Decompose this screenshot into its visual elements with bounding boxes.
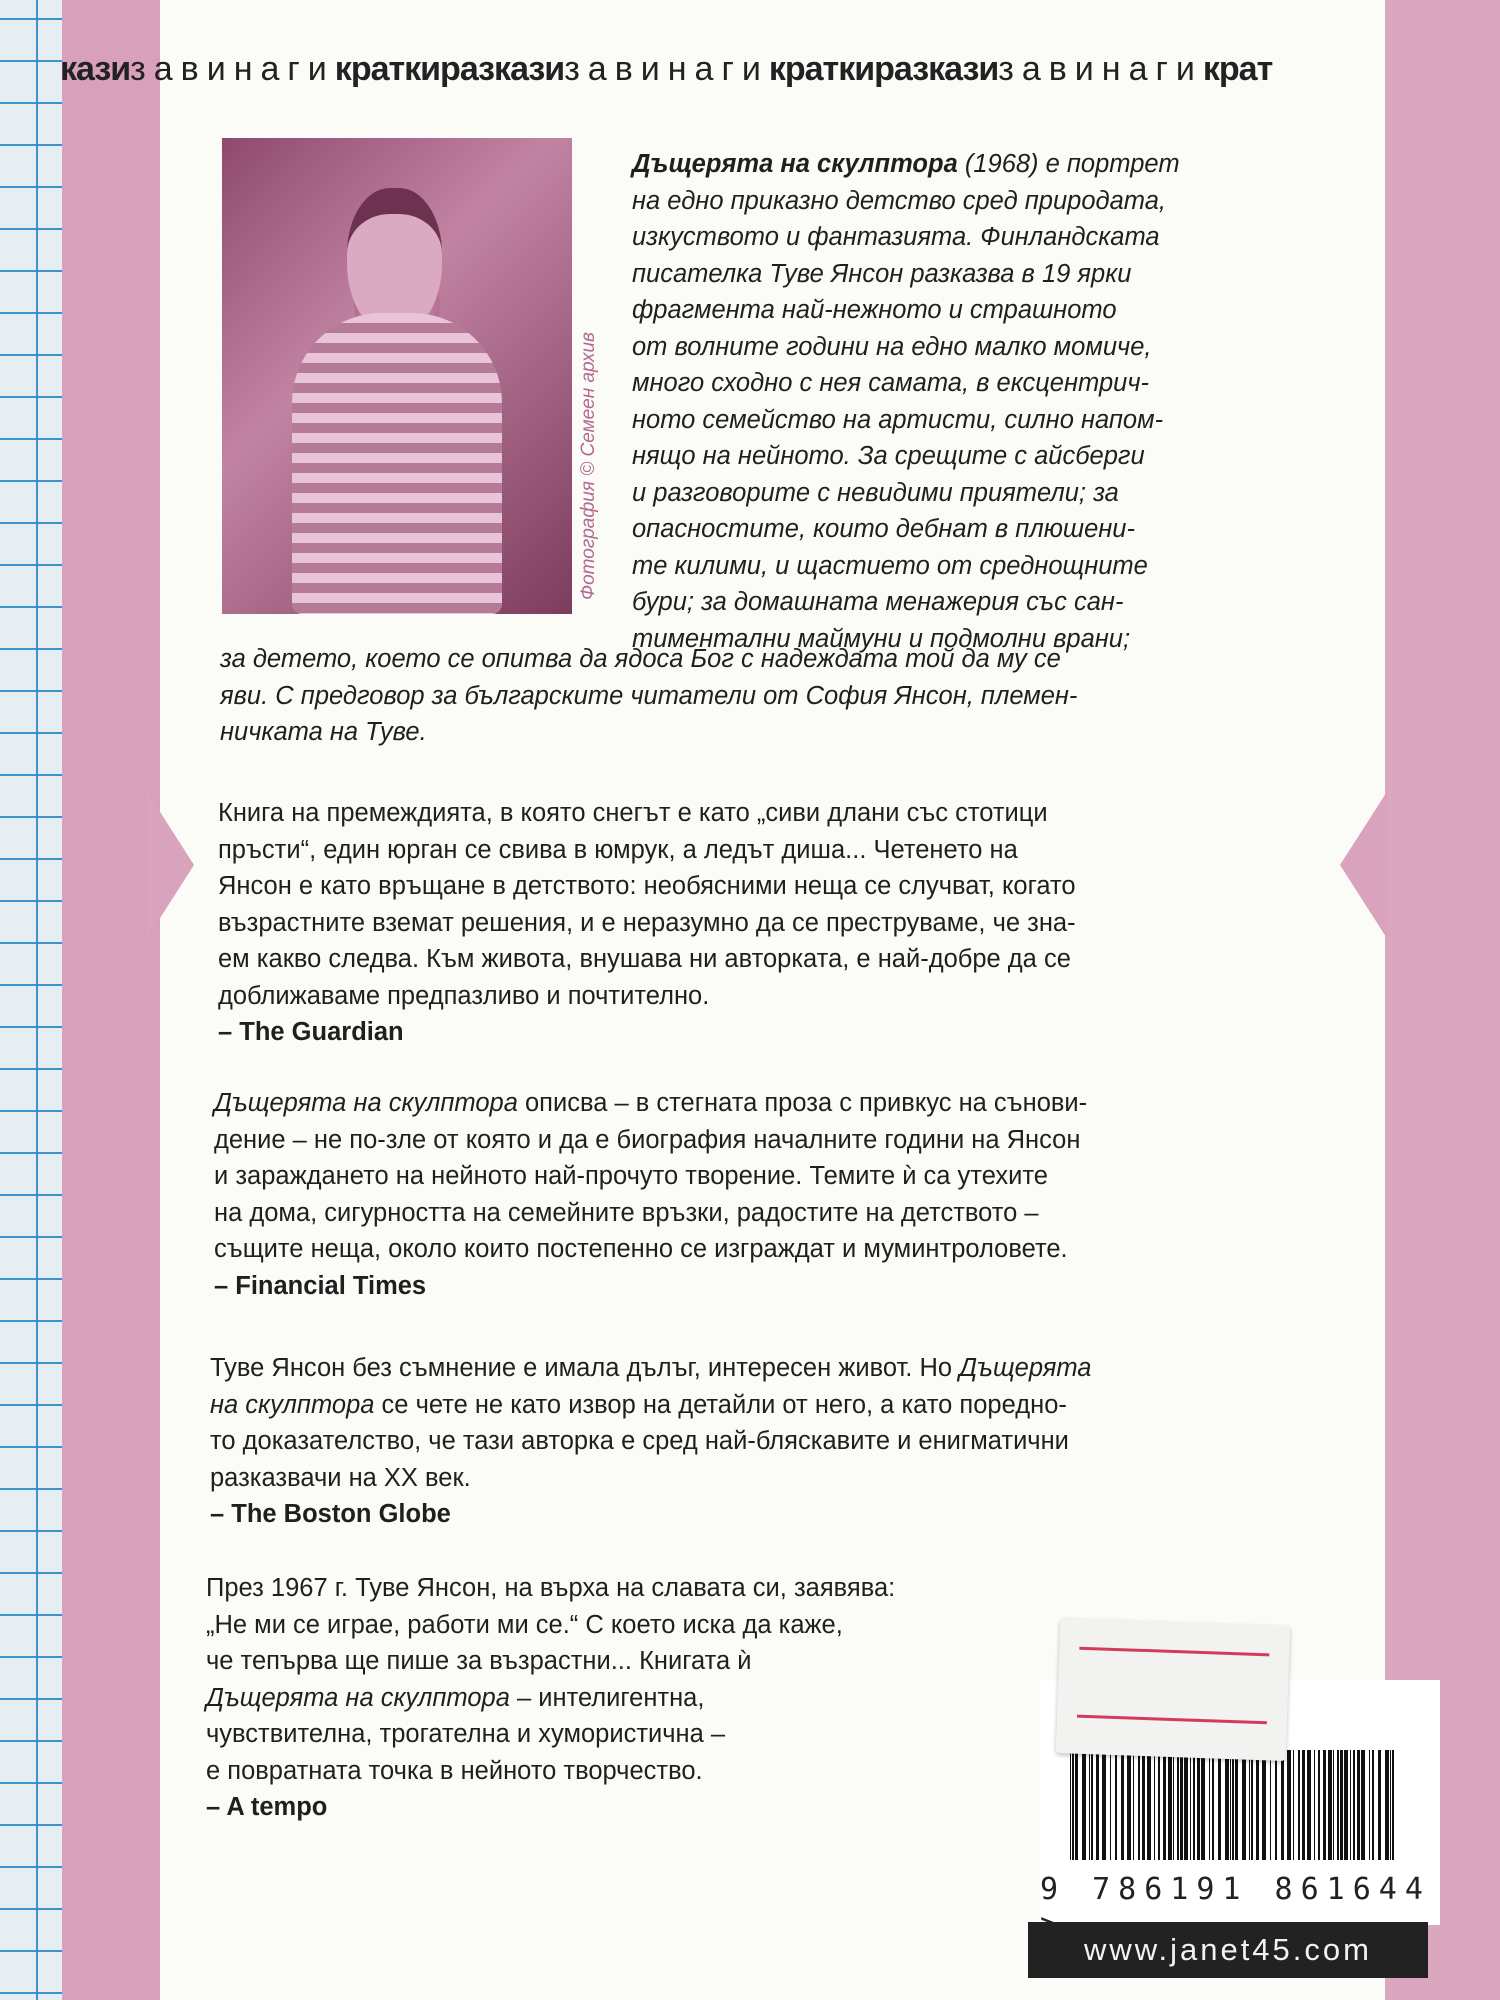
barcode-bar: [1110, 1750, 1111, 1860]
description-line: [632, 402, 1352, 439]
barcode-bar: [1307, 1750, 1311, 1860]
barcode-bar: [1287, 1750, 1291, 1860]
quote-line: [210, 1350, 1092, 1387]
description-text: ното семейство на артисти, силно напом-: [632, 405, 1164, 434]
barcode-bar: [1390, 1750, 1391, 1860]
barcode-bar: [1193, 1750, 1195, 1860]
barcode-bar: [1256, 1750, 1259, 1860]
publisher-website: www.janet45.com: [1028, 1922, 1428, 1978]
barcode-bar: [1212, 1750, 1214, 1860]
description-line: [632, 475, 1352, 512]
barcode-bar: [1158, 1750, 1160, 1860]
quote-text: се чете не като извор на детайли от него, а като поредно-: [374, 1390, 1067, 1419]
barcode-bar: [1293, 1750, 1294, 1860]
barcode-bar: [1173, 1750, 1174, 1860]
quote-line: [210, 1460, 1092, 1497]
description-line: [632, 511, 1352, 548]
barcode-bar: [1096, 1750, 1099, 1860]
quote-text: дение – не по-зле от която и да е биография началните години на Янсон: [214, 1125, 1081, 1154]
review-quote-a-tempo: [206, 1570, 895, 1826]
description-line: [632, 365, 1352, 402]
quote-text: чувствителна, трогателна и хумористична –: [206, 1720, 726, 1748]
barcode-bar: [1091, 1750, 1093, 1860]
quote-text: доближаваме предпазливо и почтително.: [218, 981, 710, 1010]
description-line: [632, 292, 1352, 329]
barcode-bar: [1154, 1750, 1155, 1860]
quote-line: [214, 1085, 1087, 1122]
panel-left-notch: [146, 790, 194, 940]
barcode-bar: [1197, 1750, 1200, 1860]
barcode-bar: [1302, 1750, 1305, 1860]
barcode-bar: [1318, 1750, 1320, 1860]
barcode-bar: [1230, 1750, 1231, 1860]
quote-line: [210, 1387, 1092, 1424]
quote-line: [206, 1753, 895, 1790]
quote-line: [218, 868, 1076, 905]
barcode-bar: [1353, 1750, 1355, 1860]
description-line: [632, 329, 1352, 366]
quote-text: През 1967 г. Туве Янсон, на върха на славата си, заявява:: [206, 1574, 896, 1602]
quote-line: [206, 1607, 895, 1644]
description-line: [632, 584, 1352, 621]
quote-text: – интелигентна,: [509, 1683, 705, 1712]
quote-line: [218, 905, 1076, 942]
barcode-bar: [1232, 1750, 1234, 1860]
panel-right-notch: [1340, 790, 1388, 940]
description-line: яви. С предговор за българските читатели от София Янсон, племен-: [220, 681, 1078, 710]
quote-line: [206, 1680, 895, 1717]
barcode-bar: [1298, 1750, 1300, 1860]
cover-left-margin: [62, 0, 162, 2000]
barcode-bar: [1333, 1750, 1334, 1860]
barcode-bar: [1147, 1750, 1151, 1860]
isbn-digits: 9 786191 861644: [1040, 1872, 1431, 1907]
quote-line: [218, 978, 1076, 1015]
quote-text: Книга на премеждията, в която снегът е като „сиви длани със стотици: [218, 799, 1048, 827]
barcode-bar: [1350, 1750, 1351, 1860]
description-line: [632, 438, 1352, 475]
barcode-bar: [1385, 1750, 1389, 1860]
barcode-bar: [1201, 1750, 1205, 1860]
quote-text: на дома, сигурността на семейните връзки, радостите на детството –: [214, 1198, 1039, 1227]
quote-text: „Не ми се играе, работи ми се.“ С което иска да каже,: [206, 1610, 843, 1639]
description-line: [632, 146, 1352, 183]
barcode-bar: [1235, 1750, 1238, 1860]
quote-text: възрастните вземат решения, и е неразумно да се преструваме, че зна-: [218, 908, 1076, 937]
description-line: ничката на Туве.: [220, 718, 427, 746]
quote-text: разказвачи на XX век.: [210, 1463, 471, 1492]
barcode-bar: [1075, 1750, 1078, 1860]
barcode-bar: [1270, 1750, 1271, 1860]
description-text: на едно приказно детство сред природата,: [632, 186, 1167, 215]
description-text: писателка Туве Янсон разказва в 19 ярки: [632, 259, 1132, 288]
description-text: тиментални маймуни и подмолни врани;: [632, 624, 1131, 653]
barcode-bar: [1184, 1750, 1188, 1860]
quote-text: Янсон е като връщане в детството: необясними неща се случват, когато: [218, 872, 1076, 900]
barcode-bar: [1340, 1750, 1343, 1860]
quote-text: описва – в стегната проза с привкус на сънови-: [517, 1089, 1088, 1117]
barcode-bar: [1142, 1750, 1145, 1860]
sticker-red-line: [1077, 1715, 1267, 1725]
quote-text: Дъщерята: [959, 1354, 1092, 1382]
book-description: [632, 146, 1352, 657]
quote-text: същите неща, около които постепенно се изграждат и муминтроловете.: [214, 1235, 1068, 1263]
series-word: краткиразкази: [334, 50, 565, 88]
barcode-bar: [1089, 1750, 1090, 1860]
photo-credit: Фотография © Семеен архив: [578, 332, 599, 600]
quote-text: Туве Янсон без съмнение е имала дълъг, интересен живот. Но: [210, 1354, 960, 1382]
quote-line: [214, 1231, 1087, 1268]
quote-text: Дъщерята на скулптора: [214, 1089, 518, 1117]
description-text: фрагмента най-нежното и страшното: [632, 296, 1117, 324]
barcode-bar: [1072, 1750, 1074, 1860]
description-text: нящо на нейното. За срещите с айсберги: [632, 442, 1145, 470]
barcode-bar: [1177, 1750, 1179, 1860]
quote-text: на скулптора: [210, 1390, 375, 1419]
barcode-bar: [1168, 1750, 1172, 1860]
barcode-bar: [1115, 1750, 1117, 1860]
barcode-bar: [1344, 1750, 1348, 1860]
quote-text: ем какво следва. Към живота, внушава ни авторката, е най-добре да се: [218, 945, 1071, 973]
author-childhood-photo: [222, 138, 572, 614]
barcode-bar: [1361, 1750, 1365, 1860]
review-quote-boston-globe: [210, 1350, 1092, 1533]
description-text: опасностите, които дебнат в плюшени-: [632, 515, 1135, 543]
barcode-bar: [1082, 1750, 1086, 1860]
quote-line: [218, 832, 1076, 869]
quote-source: – Financial Times: [214, 1271, 427, 1300]
quote-line: [210, 1423, 1092, 1460]
barcode-bar: [1372, 1750, 1374, 1860]
barcode-bar: [1138, 1750, 1140, 1860]
quote-text: е повратната точка в нейното творчество.: [206, 1756, 703, 1785]
quote-source: – The Guardian: [218, 1018, 404, 1046]
description-line: [632, 256, 1352, 293]
barcode-bar: [1378, 1750, 1381, 1860]
description-text: много сходно с нея самата, в ексцентрич-: [632, 369, 1150, 397]
description-text: и разговорите с невидими приятели; за: [632, 478, 1119, 507]
quote-text: пръсти“, един юрган се свива в юмрук, а ледът диша... Четенето на: [218, 835, 1018, 864]
quote-text: и зараждането на нейното най-прочуто творение. Темите ѝ са утехите: [214, 1162, 1048, 1190]
description-text: (1968) е портрет: [957, 150, 1180, 178]
series-word: кази: [60, 50, 131, 88]
barcode-bar: [1281, 1750, 1284, 1860]
quote-line: [206, 1570, 895, 1607]
quote-line: [214, 1158, 1087, 1195]
quote-line: [218, 795, 1076, 832]
description-text: те килими, и щастието от среднощните: [632, 551, 1148, 580]
barcode-bar: [1180, 1750, 1183, 1860]
barcode-bar: [1357, 1750, 1360, 1860]
quote-line: [206, 1716, 895, 1753]
barcode-bar: [1225, 1750, 1229, 1860]
barcode-bar: [1262, 1750, 1266, 1860]
description-line: за детето, което се опитва да ядоса Бог с надеждата той да му се: [220, 645, 1061, 673]
series-word: крат: [1202, 50, 1273, 88]
description-line: [632, 219, 1352, 256]
quote-line: [214, 1195, 1087, 1232]
description-line: [632, 183, 1352, 220]
barcode-bar: [1314, 1750, 1315, 1860]
barcode-bar: [1127, 1750, 1131, 1860]
quote-line: [214, 1122, 1087, 1159]
description-text: Дъщерята на скулптора: [632, 150, 958, 178]
barcode-bar: [1251, 1750, 1253, 1860]
quote-source: – The Boston Globe: [210, 1500, 451, 1528]
barcode-bar: [1102, 1750, 1106, 1860]
sticker-red-line: [1079, 1647, 1269, 1657]
quote-text: че тепърва ще пише за възрастни... Книгата ѝ: [206, 1647, 752, 1675]
barcode-bar: [1249, 1750, 1250, 1860]
barcode-bar: [1133, 1750, 1134, 1860]
barcode-bar: [1242, 1750, 1246, 1860]
quote-text: то доказателство, че тази авторка е сред най-бляскавите и енигматични: [210, 1427, 1069, 1455]
barcode-bar: [1323, 1750, 1326, 1860]
barcode-bar: [1209, 1750, 1210, 1860]
quote-line: [218, 941, 1076, 978]
barcode-bar: [1190, 1750, 1191, 1860]
description-text: изкуството и фантазията. Финландската: [632, 223, 1160, 251]
barcode-bar: [1392, 1750, 1394, 1860]
barcode-bar: [1218, 1750, 1221, 1860]
description-text: бури; за домашната менажерия със сан-: [632, 588, 1124, 616]
barcode-bar: [1070, 1750, 1071, 1860]
description-line: [632, 548, 1352, 585]
barcode-bar: [1163, 1750, 1166, 1860]
quote-source: – A tempo: [206, 1793, 328, 1821]
series-name-band: [60, 44, 1500, 94]
review-quote-financial-times: [214, 1085, 1087, 1304]
review-quote-guardian: [218, 795, 1076, 1051]
series-word: краткиразкази: [768, 50, 999, 88]
series-word: завинаги: [130, 50, 335, 88]
barcode-bar: [1328, 1750, 1332, 1860]
photo-girl-dress: [292, 313, 502, 614]
barcode-bar: [1369, 1750, 1370, 1860]
price-sticker: [1056, 1618, 1291, 1761]
description-text: от волните години на едно малко момиче,: [632, 332, 1152, 361]
book-description-continued: [220, 641, 1350, 751]
barcode-bars: [1070, 1750, 1400, 1860]
barcode-bar: [1275, 1750, 1277, 1860]
graph-paper-background: [0, 0, 62, 2000]
quote-line: [206, 1643, 895, 1680]
quote-text: Дъщерята на скулптора: [206, 1683, 510, 1712]
series-word: завинаги: [998, 50, 1203, 88]
barcode-bar: [1337, 1750, 1339, 1860]
series-word: завинаги: [564, 50, 769, 88]
barcode-bar: [1121, 1750, 1124, 1860]
